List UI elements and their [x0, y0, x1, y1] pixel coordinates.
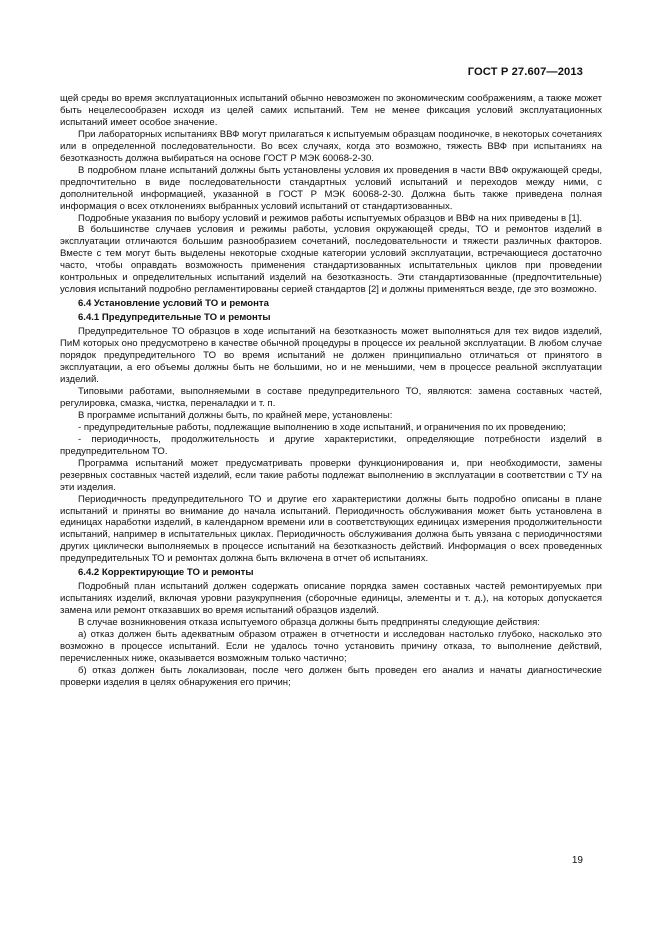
standard-header: ГОСТ Р 27.607—2013 [467, 66, 583, 78]
list-item-periodicity: - периодичность, продолжительность и другие характеристики, определяющие потребности изделий в предупредительном ТО. [60, 433, 602, 457]
paragraph-reference-guidance: Подробные указания по выбору условий и режимов работы испытуемых образцов и ВВФ на них приведены в [1]. [78, 212, 582, 224]
paragraph-standardized-cycles: В большинстве случаев условия и режимы работы, условия окружающей среды, ТО и ремонтов изделий в эксплуатации отличаются большим разнообразием сочетаний, последовательности и тяжести различных факторов. Вместе с тем могут быть выделены некоторые сходные категории условий эксплуатации, встречающиеся достаточно часто, чтобы оправдать возможность применения стандартизованных испытательных циклов при проведении контрольных и определительных испытаний изделий на безотказность. Эти стандартизованные (предпочтительные) условия испытаний подробно регламентированы серией стандартов [2] и должны применяться везде, где это возможно. [60, 224, 602, 296]
paragraph-corrective-plan: Подробный план испытаний должен содержать описание порядка замен составных частей ремонтируемых при испытаниях изделий, включая уровни разукрупнения (сборочные единицы, элементы и т. д.), на которых допускается замена или ремонт отказавших во время испытаний образцов изделий. [60, 581, 602, 617]
paragraph-failure-actions: В случае возникновения отказа испытуемого образца должны быть предприняты следующие действия: [78, 617, 540, 629]
section-heading-6-4: 6.4 Установление условий ТО и ремонта [78, 298, 269, 310]
paragraph-typical-works: Типовыми работами, выполняемыми в составе предупредительного ТО, являются: замена составных частей, регулировка, смазка, чистка, переналадки и т. п. [60, 385, 602, 409]
paragraph-program-requirements: В программе испытаний должны быть, по крайней мере, установлены: [78, 409, 393, 421]
section-heading-6-4-2: 6.4.2 Корректирующие ТО и ремонты [78, 567, 254, 579]
paragraph-test-plan-conditions: В подробном плане испытаний должны быть установлены условия их проведения в части ВВФ окружающей среды, предпочтительно в виде последовательности стандартных условий испытаний и переходов между ними, с дополнительной информацией, указанной в ГОСТ Р МЭК 60068-2-30. Должна быть также приведена полная информация о всех отклонениях выбранных условий испытаний от стандартизованных. [60, 164, 602, 212]
page-content [60, 93, 602, 689]
page-number: 19 [571, 855, 583, 866]
list-item-a: а) отказ должен быть адекватным образом отражен в отчетности и исследован настолько глубоко, насколько это возможно в процессе испытаний. Если не удалось точно установить причину отказа, то выполнение действий, перечисленных ниже, оказывается возможным только частично; [60, 629, 602, 664]
list-item-preventive-works: - предупредительные работы, подлежащие выполнению в ходе испытаний, и ограничения по их проведению; [78, 421, 566, 433]
paragraph-lab-testing: При лабораторных испытаниях ВВФ могут прилагаться к испытуемым образцам поодиночке, в некоторых сочетаниях или в определенной последовательности. Во всех случаях, когда это возможно, тяжесть ВВФ при испытаниях на безотказность должна выбираться на основе ГОСТ Р МЭК 60068-2-30. [60, 128, 602, 164]
section-heading-6-4-1: 6.4.1 Предупредительные ТО и ремонты [78, 312, 271, 324]
paragraph-maintenance-periodicity: Периодичность предупредительного ТО и другие его характеристики должны быть подробно описаны в плане испытаний и приняты во внимание до начала испытаний. Периодичность обслуживания может быть установлена в единицах наработки изделий, в календарном времени или в соответствующих единицах измерения продолжительности испытаний, например в испытательных циклах. Периодичность обслуживания должна быть увязана с периодичностями других циклически выполняемых в процессе испытаний на безотказность действий. Информация о всех проведенных предупредительных ТО и ремонтах должна быть включена в отчет об испытаниях. [60, 493, 602, 565]
paragraph-environment-continuation: щей среды во время эксплуатационных испытаний обычно невозможен по экономическим соображениям, а также может быть нецелесообразен исходя из целей самих испытаний. Тем не менее фиксация условий эксплуатационных испытаний имеет особое значение. [60, 93, 602, 128]
paragraph-functional-checks: Программа испытаний может предусматривать проверки функционирования и, при необходимости, замены резервных составных частей изделий, если такие работы подлежат выполнению в эксплуатации в соответствии с ТУ на эти изделия. [60, 457, 602, 493]
paragraph-preventive-maintenance: Предупредительное ТО образцов в ходе испытаний на безотказность может выполняться для тех видов изделий, ПиМ которых оно предусмотрено в качестве обычной процедуры в процессе их реальной эксплуатации. В любом случае порядок предупредительного ТО во время испытаний не должен принципиально отличаться от принятого в эксплуатации, а его объемы должны быть не большими, но и не меньшими, чем в процессе реальной эксплуатации изделий. [60, 326, 602, 386]
list-item-b: б) отказ должен быть локализован, после чего должен быть проведен его анализ и начаты диагностические проверки изделия в целях обнаружения его причин; [60, 664, 602, 688]
